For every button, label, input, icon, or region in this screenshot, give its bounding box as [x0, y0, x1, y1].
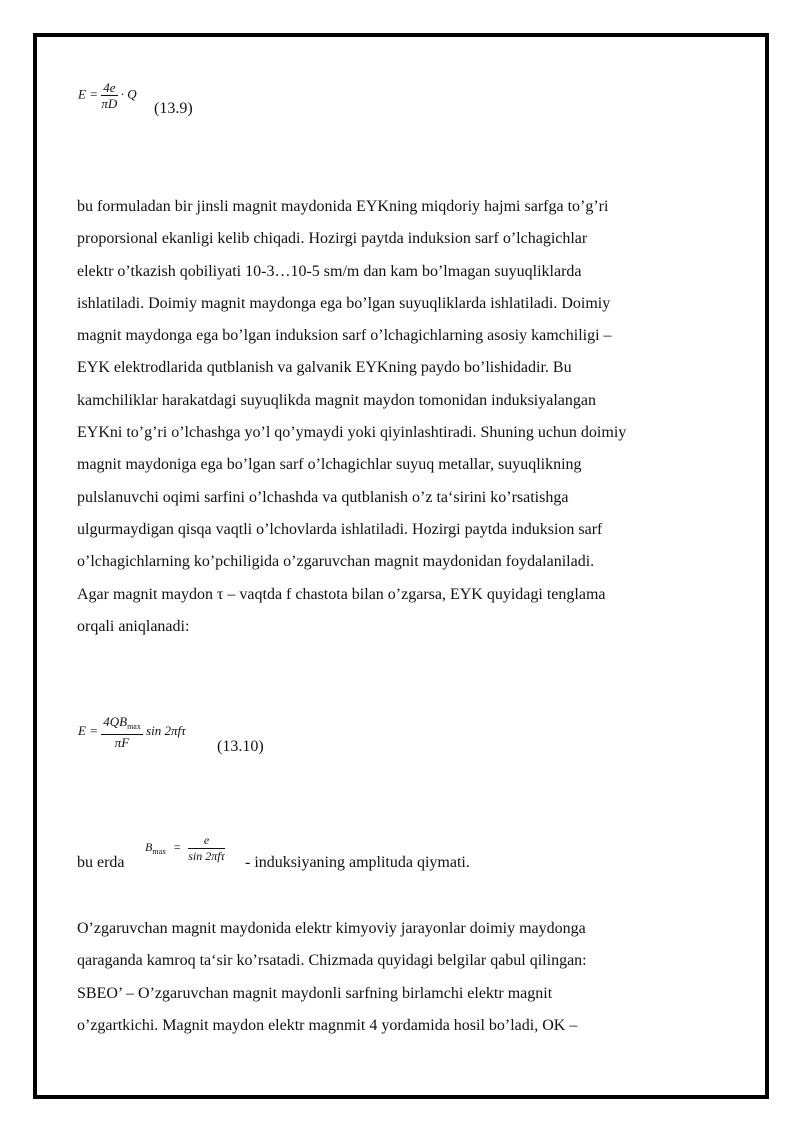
fraction-denominator: πF [114, 735, 130, 750]
text-line: elektr o’tkazish qobiliyati 10-3…10-5 sm/m dan kam bo’lmagan suyuqliklarda [77, 262, 582, 280]
text-line: proporsional ekanligi kelib chiqadi. Hozirgi paytda induksion sarf o’lchagichlar [77, 230, 588, 248]
formula-fraction [101, 714, 143, 750]
text-line: orqali aniqlanadi: [77, 617, 190, 635]
text-line: SBEO’ – O’zgaruvchan magnit maydonli sarfning birlamchi elektr magnit [77, 984, 553, 1002]
equation-number: (13.10) [217, 738, 264, 755]
fraction-numerator: e [188, 833, 225, 849]
text-line: pulslanuvchi oqimi sarfini o’lchashda va qutblanish o’z ta‘sirini ko’rsatishga [77, 488, 569, 506]
subscript: max [152, 847, 167, 857]
formula-lhs: E = [78, 86, 98, 102]
bu-erda-suffix: - induksiyaning amplituda qiymati. [245, 854, 470, 871]
formula-13-10 [78, 714, 186, 750]
text-line: ishlatiladi. Doimiy magnit maydonga ega bo’lgan suyuqliklarda ishlatiladi. Doimiy [77, 294, 611, 312]
text-line: magnit maydoniga ega bo’lgan sarf o’lchagichlar suyuq metallar, suyuqlikning [77, 456, 582, 474]
formula-lhs: $B_{max}$ [145, 840, 167, 857]
subscript: max [127, 722, 141, 731]
paragraph-main [77, 191, 727, 643]
fraction-denominator: sin 2πfτ [188, 849, 225, 863]
text-line: ulgurmaydigan qisqa vaqtli o’lchovlarda ishlatiladi. Hozirgi paytda induksion sarf [77, 520, 603, 538]
text-line: O’zgaruvchan magnit maydonida elektr kimyoviy jarayonlar doimiy maydonga [77, 920, 586, 937]
formula-bmax [145, 833, 225, 864]
formula-fraction [101, 80, 117, 111]
text-line: bu formuladan bir jinsli magnit maydonida EYKning miqdoriy hajmi sarfga to’g’ri [77, 198, 609, 215]
text-line: qaraganda kamroq ta‘sir ko’rsatadi. Chizmada quyidagi belgilar qabul qilingan: [77, 952, 587, 970]
formula-13-9 [78, 80, 137, 111]
paragraph-secondary [77, 913, 727, 1042]
fraction-denominator: πD [101, 96, 118, 111]
formula-tail: sin 2πfτ [146, 722, 186, 738]
formula-tail: · Q [120, 86, 137, 102]
text-line: o’zgartkichi. Magnit maydon elektr magnmit 4 yordamida hosil bo’ladi, OK – [77, 1016, 578, 1034]
bu-erda-prefix: bu erda [77, 854, 125, 871]
formula-equals: = [173, 840, 182, 855]
fraction-numerator: 4e [103, 80, 116, 95]
formula-lhs: E = [78, 722, 98, 738]
formula-fraction [188, 833, 225, 864]
text-line: kamchiliklar harakatdagi suyuqlikda magnit maydon tomonidan induksiyalangan [77, 391, 596, 409]
text-line: o’lchagichlarning ko’pchiligida o’zgaruvchan magnit maydonidan foydalaniladi. [77, 553, 595, 571]
text-line: EYKni to’g’ri o’lchashga yo’l qo’ymaydi yoki qiyinlashtiradi. Shuning uchun doimiy [77, 424, 627, 442]
fraction-numerator: $4QB_{max}$ [101, 714, 143, 735]
text-line: Agar magnit maydon τ – vaqtda f chastota bilan o’zgarsa, EYK quyidagi tenglama [77, 585, 606, 603]
text-line: magnit maydonga ega bo’lgan induksion sarf o’lchagichlarning asosiy kamchiligi – [77, 327, 612, 345]
text-line: EYK elektrodlarida qutblanish va galvanik EYKning paydo bo’lishidadir. Bu [77, 359, 572, 377]
equation-number: (13.9) [154, 100, 193, 117]
